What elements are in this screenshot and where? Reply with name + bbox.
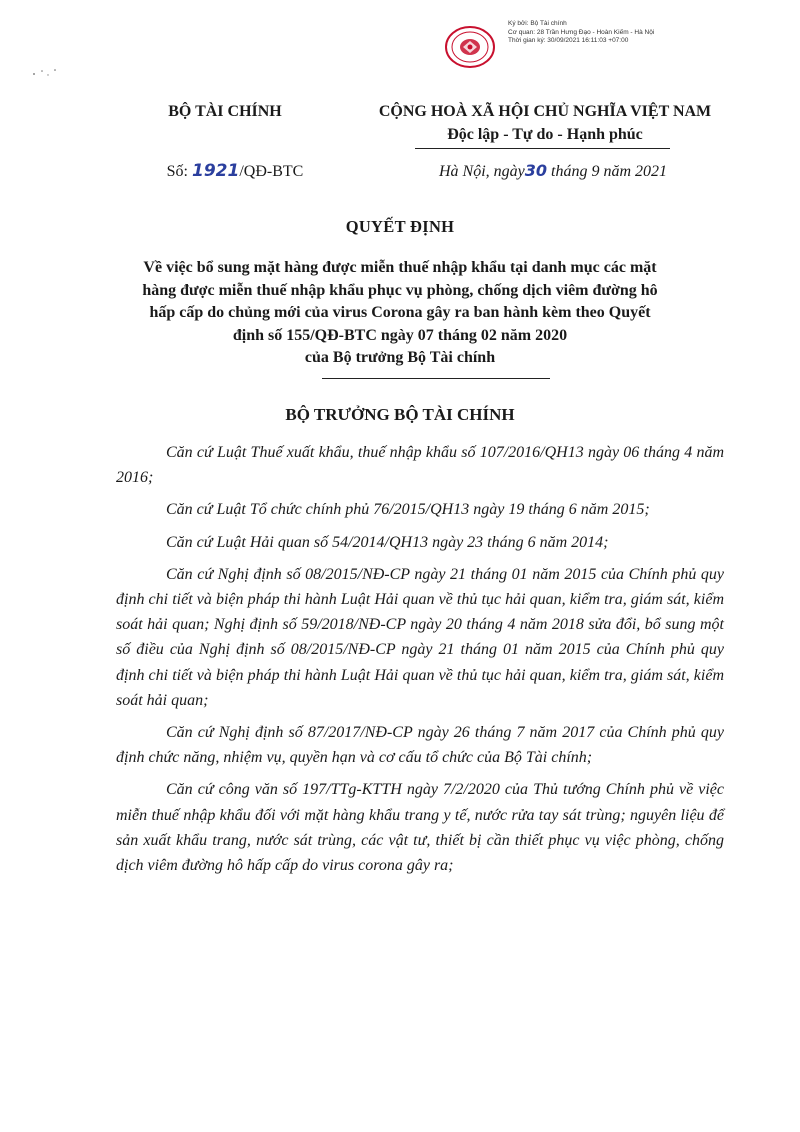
motto-underline: [415, 148, 670, 149]
legal-basis-paragraph: Căn cứ Luật Tổ chức chính phủ 76/2015/QH13 ngày 19 tháng 6 năm 2015;: [166, 501, 650, 519]
signature-time: Thời gian ký: 30/09/2021 16:11:03 +07:00: [508, 37, 629, 45]
place-and-date: [408, 161, 698, 181]
date-prefix: Hà Nội, ngày: [438, 163, 525, 180]
legal-bases: [116, 440, 724, 878]
digital-signature-info: [508, 20, 708, 46]
digital-signature-seal-icon: [443, 24, 497, 70]
date-suffix: tháng 9 năm 2021: [551, 163, 668, 180]
legal-basis-paragraph: Căn cứ Nghị định số 87/2017/NĐ-CP ngày 26 tháng 7 năm 2017 của Chính phủ quy định chức năng, nhiệm vụ, quyền hạn và cơ cấu tổ chức của Bộ Tài chính;: [116, 724, 724, 767]
signature-agency: Cơ quan: 28 Trần Hưng Đạo - Hoàn Kiếm - Hà Nội: [508, 28, 655, 36]
legal-basis-paragraph: Căn cứ Luật Thuế xuất khẩu, thuế nhập khẩu số 107/2016/QH13 ngày 06 tháng 4 năm 2016;: [116, 444, 724, 487]
handwritten-day: 30: [524, 161, 548, 180]
decision-title: QUYẾT ĐỊNH: [345, 217, 455, 236]
scan-specks: [28, 62, 68, 82]
national-title: CỘNG HOÀ XÃ HỘI CHỦ NGHĨA VIỆT NAM: [378, 103, 712, 120]
issuing-agency: BỘ TÀI CHÍNH: [168, 103, 282, 120]
legal-basis-paragraph: Căn cứ Nghị định số 08/2015/NĐ-CP ngày 21 tháng 01 năm 2015 của Chính phủ quy định chi tiết và biện pháp thi hành Luật Hải quan về thủ tục hải quan, kiểm tra, giám sát, kiểm soát hải quan; Nghị định số 59/2018/NĐ-CP ngày 20 tháng 4 năm 2018 sửa đổi, bổ sung một số điều của Nghị định số 08/2015/NĐ-CP ngày 21 tháng 01 năm 2015 của Chính phủ quy định chi tiết và biện pháp thi hành Luật Hải quan về thủ tục hải quan, kiểm tra, giám sát, kiểm soát hải quan;: [116, 565, 724, 709]
subject-line: của Bộ trưởng Bộ Tài chính: [304, 349, 496, 367]
subject-line: hấp cấp do chủng mới của virus Corona gây ra ban hành kèm theo Quyết: [149, 304, 651, 322]
subject-line: định số 155/QĐ-BTC ngày 07 tháng 02 năm 2020: [232, 326, 568, 344]
subject-underline: [322, 378, 550, 379]
legal-basis-paragraph: Căn cứ công văn số 197/TTg-KTTH ngày 7/2/2020 của Thủ tướng Chính phủ về việc miễn thuế nhập khẩu đối với mặt hàng khẩu trang y tế, nước rửa tay sát trùng; nguyên liệu để sản xuất khẩu trang, nước sát trùng, các vật tư, thiết bị cần thiết phục vụ việc phòng, chống dịch viêm đường hô hấp cấp do virus corona gây ra;: [116, 781, 724, 875]
subject-line: Về việc bổ sung mặt hàng được miễn thuế nhập khẩu tại danh mục các mặt: [143, 259, 657, 276]
decision-subject: [110, 257, 690, 370]
number-suffix: /QĐ-BTC: [239, 163, 304, 180]
issuer-title: BỘ TRƯỞNG BỘ TÀI CHÍNH: [285, 405, 515, 424]
number-prefix: Số:: [166, 163, 188, 180]
subject-line: hàng được miễn thuế nhập khẩu phục vụ phòng, chống dịch viêm đường hô: [142, 281, 658, 299]
document-number: [150, 161, 320, 181]
legal-basis-paragraph: Căn cứ Luật Hải quan số 54/2014/QH13 ngày 23 tháng 6 năm 2014;: [166, 533, 609, 551]
signature-signer: Ký bởi: Bộ Tài chính: [508, 20, 567, 27]
handwritten-number: 1921: [192, 161, 240, 181]
national-motto: Độc lập - Tự do - Hạnh phúc: [447, 126, 643, 143]
